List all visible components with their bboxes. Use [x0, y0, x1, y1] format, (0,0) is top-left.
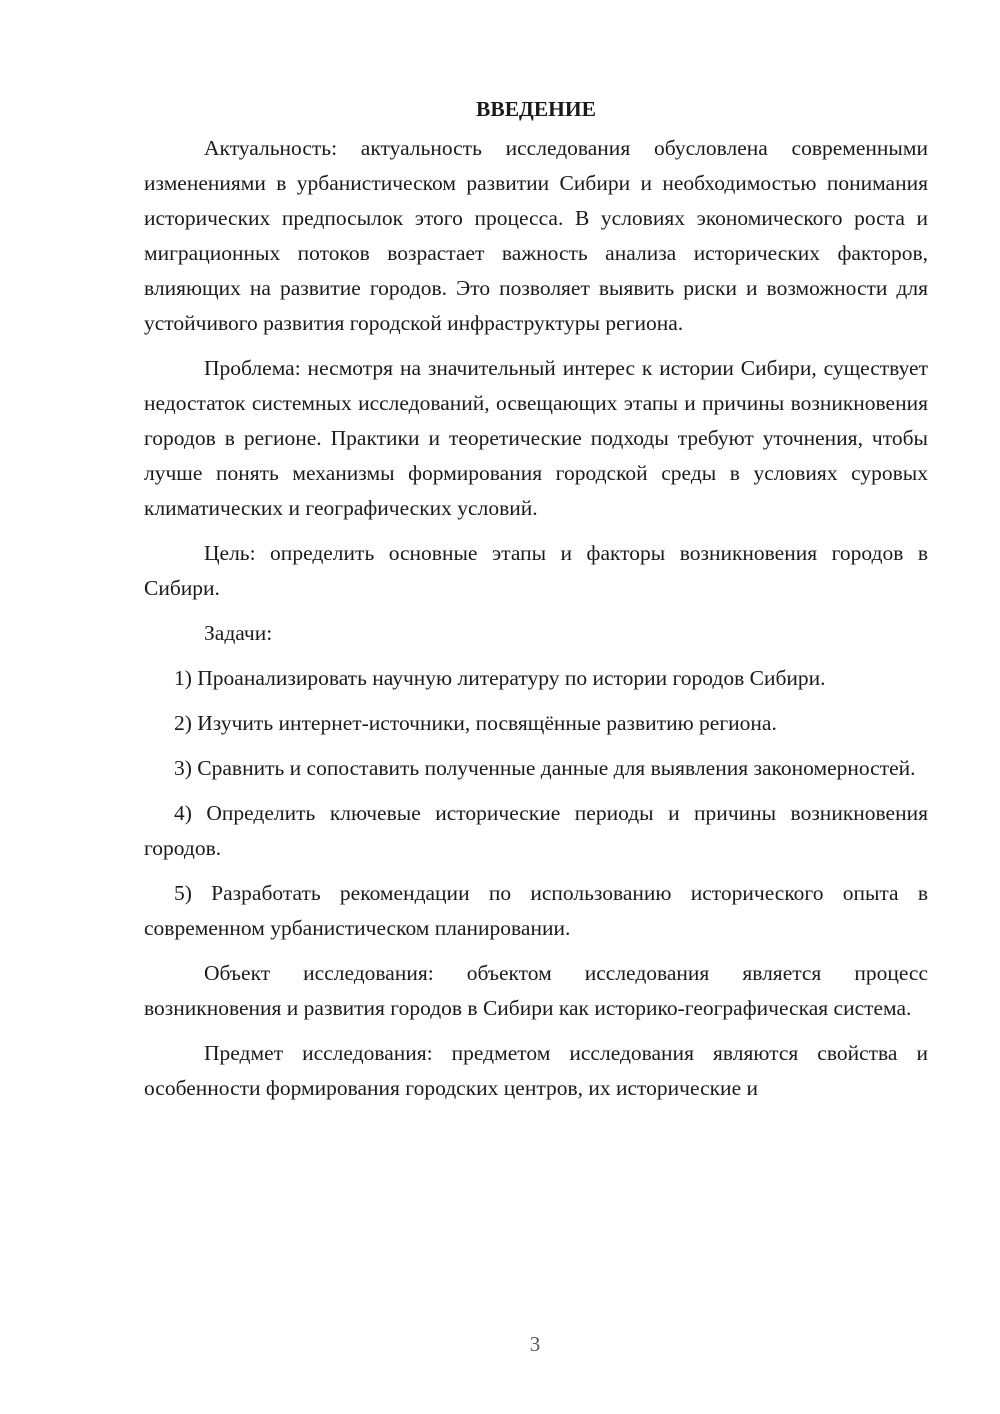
list-item: 4) Определить ключевые исторические периоды и причины возникновения городов. — [144, 801, 928, 860]
list-item: 2) Изучить интернет-источники, посвящённые развитию региона. — [174, 711, 777, 735]
paragraph-subject: Предмет исследования: предметом исследования являются свойства и особенности формирования городских центров, их исторические и — [144, 1041, 928, 1100]
page-content — [144, 92, 928, 1116]
list-item: 3) Сравнить и сопоставить полученные данные для выявления закономерностей. — [174, 756, 916, 780]
tasks-heading: Задачи: — [204, 621, 273, 645]
page-number: 3 — [529, 1332, 541, 1356]
paragraph-relevance: Актуальность: актуальность исследования обусловлена современными изменениями в урбанистическом развитии Сибири и необходимостью понимания исторических предпосылок этого процесса. В условиях экономического роста и миграционных потоков возрастает важность анализа исторических факторов, влияющих на развитие городов. Это позволяет выявить риски и возможности для устойчивого развития городской инфраструктуры региона. — [144, 136, 928, 335]
paragraph-goal: Цель: определить основные этапы и факторы возникновения городов в Сибири. — [144, 541, 928, 600]
paragraph-object: Объект исследования: объектом исследования является процесс возникновения и развития городов в Сибири как историко-географическая система. — [144, 961, 928, 1020]
paragraph-problem: Проблема: несмотря на значительный интерес к истории Сибири, существует недостаток системных исследований, освещающих этапы и причины возникновения городов в регионе. Практики и теоретические подходы требуют уточнения, чтобы лучше понять механизмы формирования городской среды в условиях суровых климатических и географических условий. — [144, 356, 928, 520]
list-item: 5) Разработать рекомендации по использованию исторического опыта в современном урбанистическом планировании. — [144, 881, 928, 940]
section-title: ВВЕДЕНИЕ — [476, 97, 596, 121]
list-item: 1) Проанализировать научную литературу по истории городов Сибири. — [174, 666, 826, 690]
